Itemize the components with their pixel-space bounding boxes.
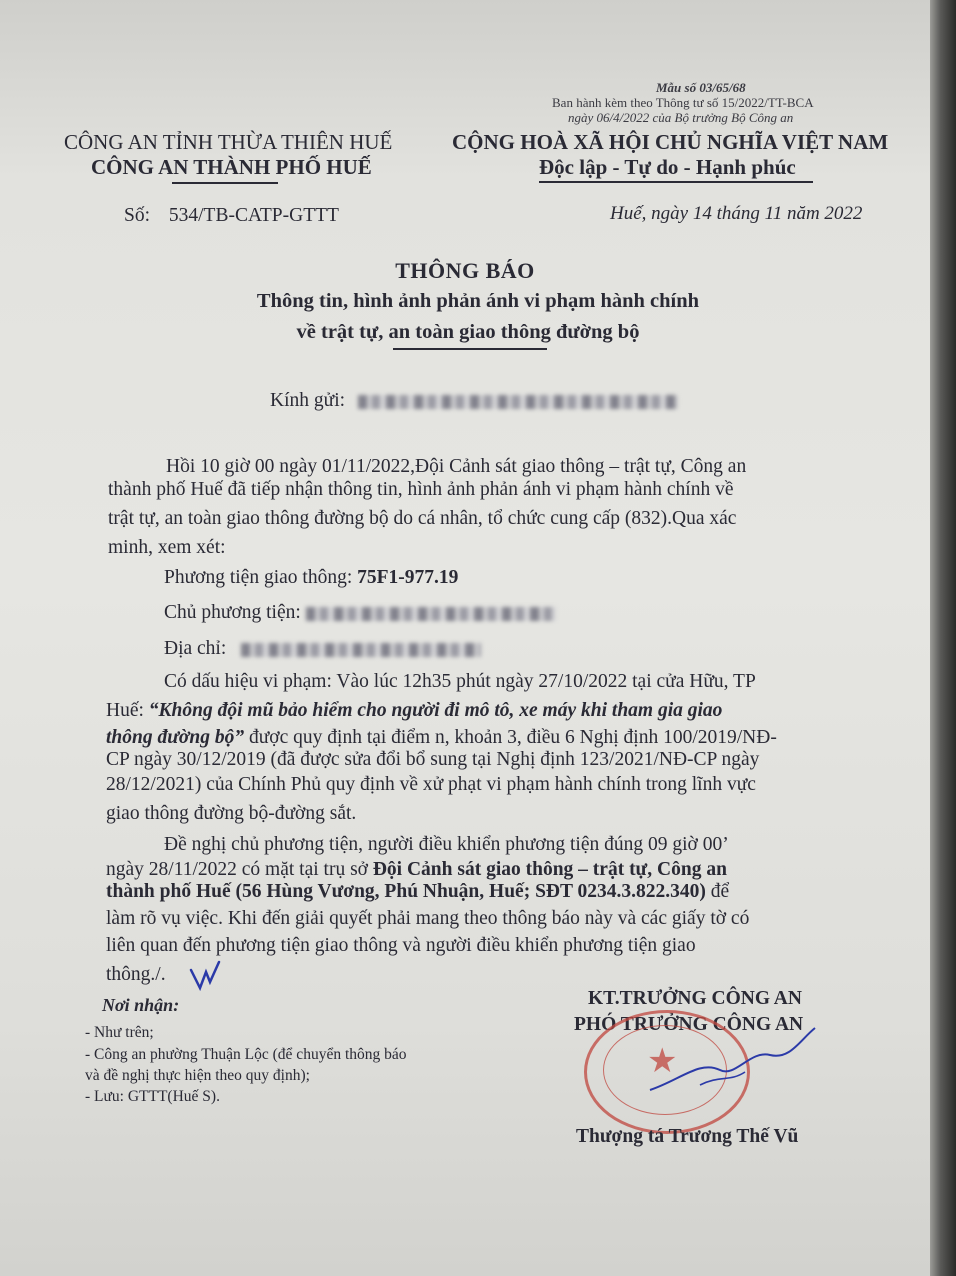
receiver-item-2a: - Công an phường Thuận Lộc (để chuyển thông báo [85,1046,407,1063]
request-date: ngày 28/11/2022 có mặt tại trụ sở [106,859,373,880]
seal-star-icon: ★ [647,1043,678,1080]
address-line [164,634,481,663]
p1-line4: minh, xem xét: [108,537,226,558]
form-issued-line1: Ban hành kèm theo Thông tư số 15/2022/TT-BCA [552,95,814,110]
address-redacted [241,643,481,657]
violation-line2 [106,696,722,725]
receiver-item-1: - Như trên; [85,1024,154,1041]
recipient-line [270,386,678,415]
agency-name: CÔNG AN THÀNH PHỐ HUẾ [91,155,372,179]
recipient-redacted [358,395,678,409]
nation-motto: Độc lập - Tự do - Hạnh phúc [539,155,796,179]
request-unit: Đội Cảnh sát giao thông – trật tự, Công an [372,859,727,880]
paper-shadow-edge [930,0,956,1276]
violation-line1: Có dấu hiệu vi phạm: Vào lúc 12h35 phút ngày 27/10/2022 tại cửa Hữu, TP [164,671,756,692]
violation-line5: 28/12/2021) của Chính Phủ quy định về xử phạt vi phạm hành chính trong lĩnh vực [106,774,756,795]
request-to: để [705,881,730,902]
receiver-item-3: - Lưu: GTTT(Huế S). [85,1088,220,1105]
date-line: Huế, ngày 14 tháng 11 năm 2022 [610,203,863,224]
violation-place: Huế: [106,700,149,721]
document-number [124,205,339,227]
handwritten-signature [640,1020,820,1100]
receiver-item-2b: và đề nghị thực hiện theo quy định); [85,1067,310,1084]
request-line5: liên quan đến phương tiện giao thông và người điều khiển phương tiện giao [106,935,696,956]
agency-underline [172,182,278,184]
owner-label: Chủ phương tiện: [164,602,301,623]
violation-line4: CP ngày 30/12/2019 (đã được sửa đổi bổ sung tại Nghị định 123/2021/NĐ-CP ngày [106,749,760,770]
p1-line1: Hồi 10 giờ 00 ngày 01/11/2022,Đội Cảnh sát giao thông – trật tự, Công an [166,456,747,477]
vehicle-plate: 75F1-977.19 [357,567,459,588]
form-issued-line2: ngày 06/4/2022 của Bộ trưởng Bộ Công an [568,110,794,125]
number-value: 534/TB-CATP-GTTT [168,205,339,226]
request-line4: làm rõ vụ việc. Khi đến giải quyết phải mang theo thông báo này và các giấy tờ có [106,908,750,929]
violation-legal-ref: được quy định tại điểm n, khoản 3, điều 6 Nghị định 100/2019/NĐ- [244,727,777,748]
p1-line2: thành phố Huế đã tiếp nhận thông tin, hình ảnh phản ánh vi phạm hành chính về [108,479,734,500]
vehicle-label: Phương tiện giao thông: [164,567,353,588]
number-label: Số: [124,205,151,226]
subtitle-underline [393,348,547,350]
nation-title: CỘNG HOÀ XÃ HỘI CHỦ NGHĨA VIỆT NAM [452,130,889,154]
owner-redacted [306,607,556,621]
agency-parent: CÔNG AN TỈNH THỪA THIÊN HUẾ [64,130,393,154]
notice-title: THÔNG BÁO [395,258,535,283]
motto-underline [539,181,813,183]
violation-line6: giao thông đường bộ-đường sắt. [106,803,357,824]
vehicle-line [164,563,458,592]
signer-name: Thượng tá Trương Thế Vũ [576,1126,799,1147]
request-address: thành phố Huế (56 Hùng Vương, Phú Nhuận, Huế; SĐT 0234.3.822.340) [106,881,706,902]
form-code: Mẫu số 03/65/68 [656,80,746,95]
violation-quote-part1: “Không đội mũ bảo hiểm cho người đi mô tô, xe máy khi tham gia giao [148,700,723,721]
request-line6: thông./. [106,964,166,985]
check-mark-icon [188,958,222,992]
receivers-title: Nơi nhận: [102,995,180,1015]
recipient-label: Kính gửi: [270,390,346,411]
violation-quote-part2: thông đường bộ” [106,727,245,748]
address-label: Địa chỉ: [164,638,227,659]
p1-line3: trật tự, an toàn giao thông đường bộ do cá nhân, tổ chức cung cấp (832).Qua xác [108,508,737,529]
owner-line [164,598,556,627]
notice-subtitle-1: Thông tin, hình ảnh phản ánh vi phạm hành chính [256,290,700,312]
signature-line1: KT.TRƯỞNG CÔNG AN [588,988,802,1009]
request-line3 [106,877,729,906]
notice-subtitle-2: về trật tự, an toàn giao thông đường bộ [296,321,640,343]
request-line1: Đề nghị chủ phương tiện, người điều khiển phương tiện đúng 09 giờ 00’ [164,834,729,855]
signature-line2: PHÓ TRƯỞNG CÔNG AN [574,1014,804,1035]
